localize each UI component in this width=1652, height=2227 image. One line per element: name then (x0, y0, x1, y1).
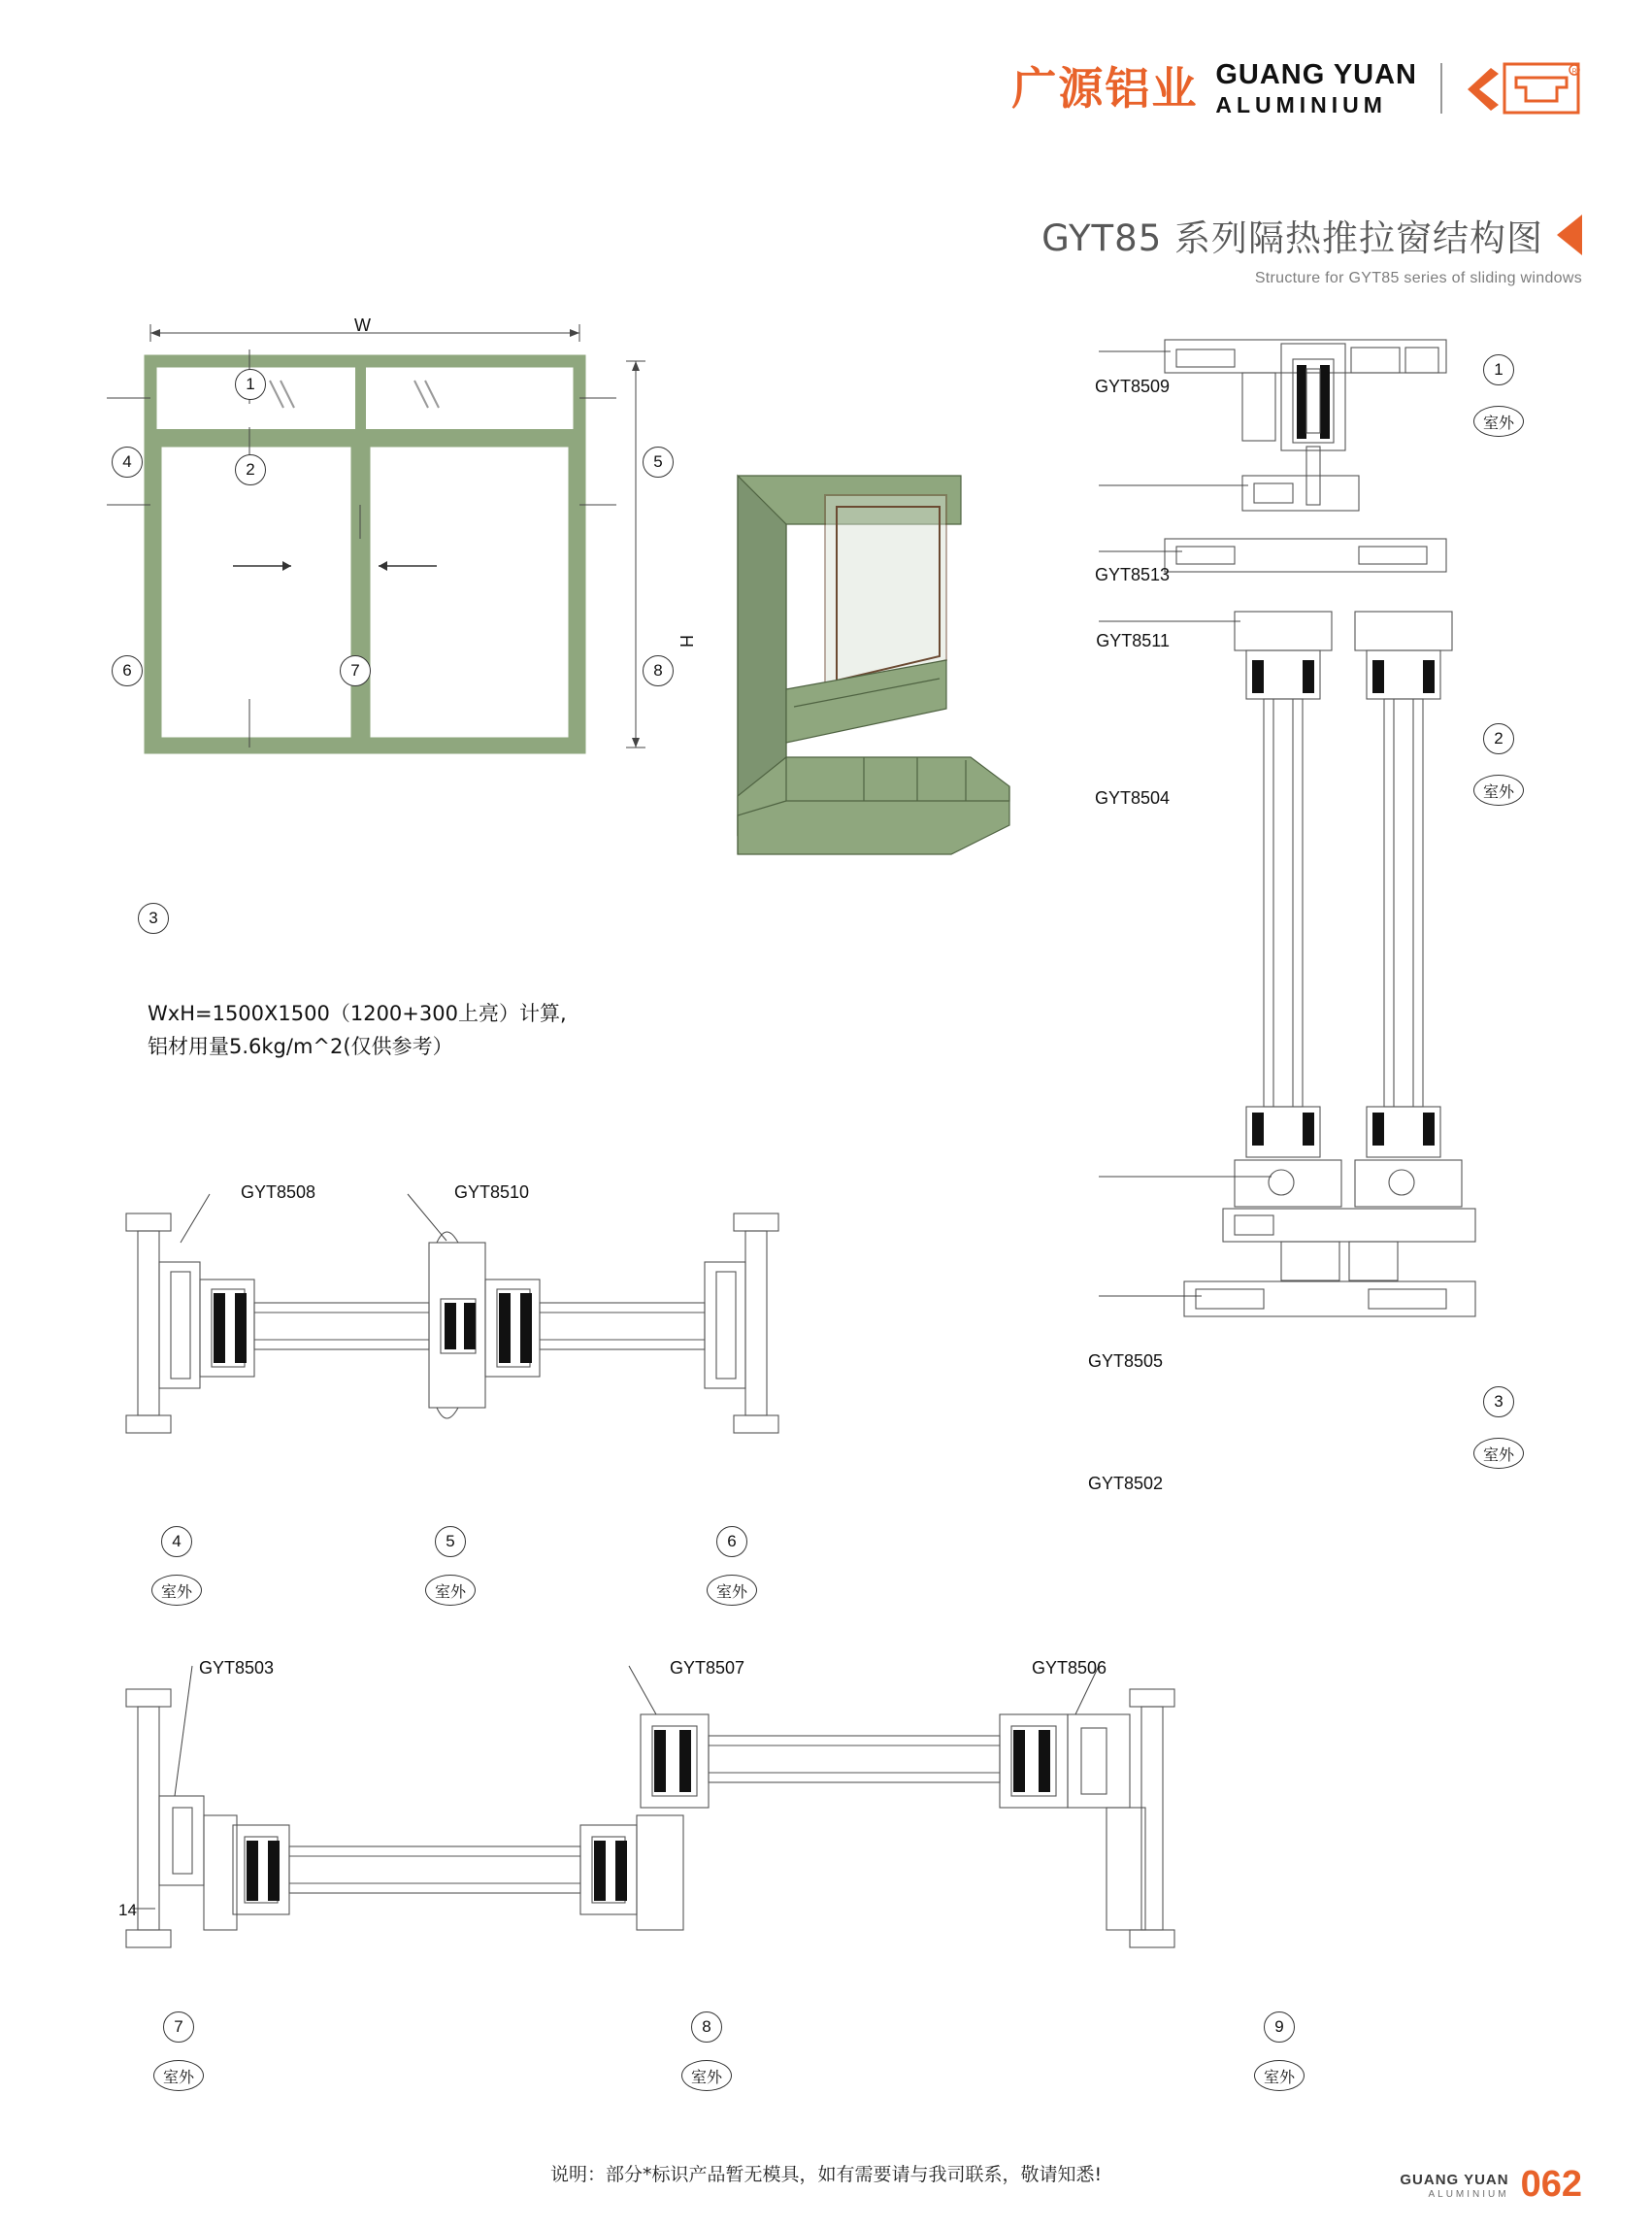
elevation-note-line2: 铝材用量5.6kg/m^2(仅供参考） (148, 1035, 453, 1058)
brand-name-en-line2: ALUMINIUM (1215, 91, 1387, 117)
profile-label-gyt8505: GYT8505 (1087, 1351, 1163, 1371)
profile-label-gyt8506: GYT8506 (1032, 1658, 1107, 1678)
section-number-1: 1 (1483, 354, 1514, 385)
callout-7: 7 (340, 655, 371, 686)
profile-label-gyt8503: GYT8503 (199, 1658, 275, 1678)
elevation-height-label: H (677, 635, 696, 648)
profile-label-gyt8509: GYT8509 (1094, 377, 1170, 396)
footer-brand-line1: GUANG YUAN (1400, 2172, 1509, 2188)
outdoor-badge-1: 室外 (1473, 406, 1524, 437)
profile-label-gyt8513: GYT8513 (1094, 565, 1170, 584)
section-number-2: 2 (1483, 723, 1514, 754)
outdoor-badge-6: 室外 (707, 1575, 757, 1606)
brand-name-en (1215, 58, 1417, 117)
profile-label-gyt8508: GYT8508 (241, 1182, 316, 1202)
brand-logo (1011, 60, 1582, 116)
section-number-9: 9 (1264, 2011, 1295, 2043)
triangle-left-icon (1557, 215, 1582, 255)
footer-brand (1400, 2163, 1582, 2205)
elevation-width-label: W (354, 316, 371, 335)
svg-text:R: R (1571, 68, 1577, 76)
outdoor-badge-4: 室外 (151, 1575, 202, 1606)
callout-3: 3 (138, 903, 169, 934)
callout-1: 1 (235, 369, 266, 400)
section-number-3: 3 (1483, 1386, 1514, 1417)
profile-label-gyt8510: GYT8510 (454, 1182, 530, 1202)
page-subtitle: Structure for GYT85 series of sliding windows (1254, 270, 1582, 286)
dimension-label-14: 14 (118, 1901, 137, 1919)
callout-8: 8 (643, 655, 674, 686)
brand-name-en-line1: GUANG YUAN (1215, 58, 1417, 90)
gy-monogram-icon (1466, 60, 1582, 116)
outdoor-badge-2: 室外 (1473, 775, 1524, 806)
elevation-note-line1: WxH=1500X1500（1200+300上亮）计算, (148, 1002, 567, 1025)
brand-name-cn: 广源铝业 (1011, 62, 1199, 115)
outdoor-badge-5: 室外 (425, 1575, 476, 1606)
callout-5: 5 (643, 447, 674, 478)
brand-divider (1440, 63, 1442, 114)
callout-2: 2 (235, 454, 266, 485)
section-number-6: 6 (716, 1526, 747, 1557)
footer-note: 说明：部分*标识产品暂无模具，如有需要请与我司联系，敬请知悉! (549, 2164, 1103, 2185)
page-title-block (1041, 209, 1582, 287)
profile-label-gyt8507: GYT8507 (670, 1658, 745, 1678)
outdoor-badge-8: 室外 (681, 2060, 732, 2091)
section-number-4: 4 (161, 1526, 192, 1557)
section-number-8: 8 (691, 2011, 722, 2043)
section-number-5: 5 (435, 1526, 466, 1557)
footer-brand-line2: ALUMINIUM (1428, 2189, 1509, 2200)
page-title: GYT85 系列隔热推拉窗结构图 (1041, 217, 1543, 259)
outdoor-badge-9: 室外 (1254, 2060, 1305, 2091)
outdoor-badge-7: 室外 (153, 2060, 204, 2091)
section-number-7: 7 (163, 2011, 194, 2043)
page-number: 062 (1520, 2163, 1582, 2205)
callout-6: 6 (112, 655, 143, 686)
profile-label-gyt8502: GYT8502 (1087, 1474, 1163, 1493)
profile-label-gyt8504: GYT8504 (1094, 788, 1170, 808)
outdoor-badge-3: 室外 (1473, 1438, 1524, 1469)
callout-4: 4 (112, 447, 143, 478)
profile-label-gyt8511: GYT8511 (1096, 631, 1170, 650)
